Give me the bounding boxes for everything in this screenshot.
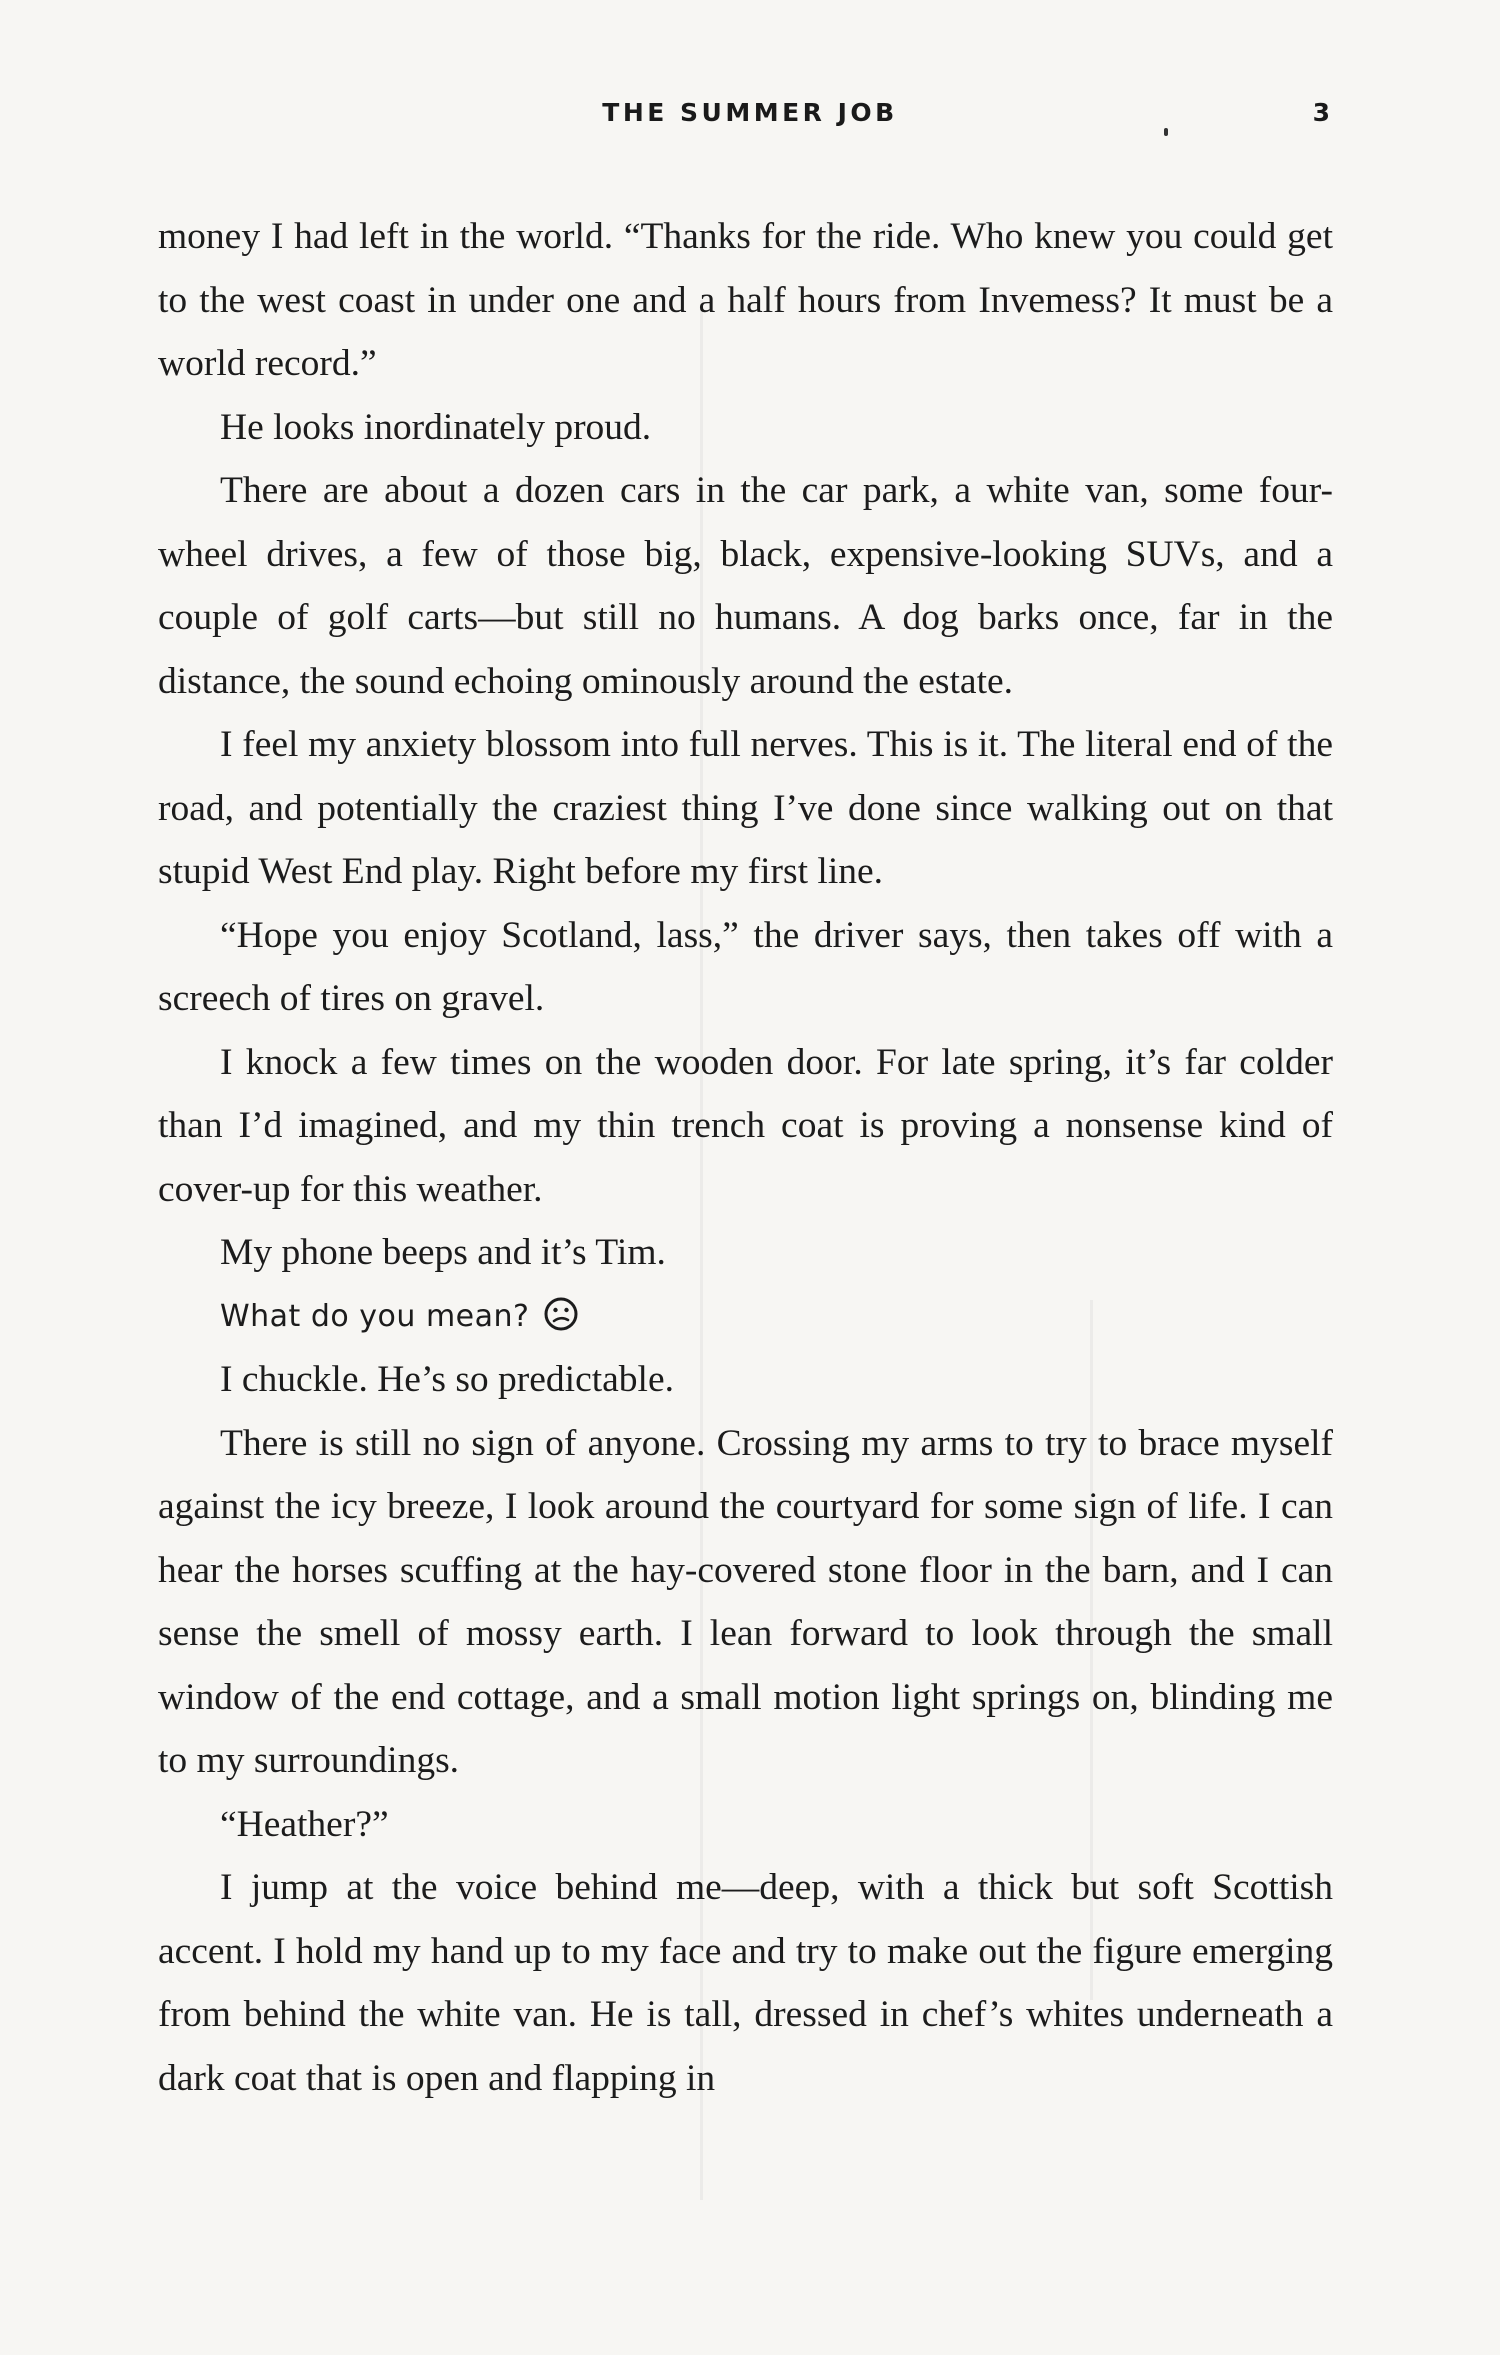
paragraph: He looks inordinately proud. [220, 406, 652, 448]
paragraph: money I had left in the world. “Thanks for the ride. Who knew you could get to the west coast in under one and a half hours from Invemess? It must be a world record.” [158, 216, 1333, 384]
text-message-content: What do you mean? [220, 1298, 530, 1334]
page-number: 3 [1312, 98, 1330, 127]
print-speck [1164, 128, 1168, 136]
paragraph: I feel my anxiety blossom into full nerves. This is it. The literal end of the road, and potentially the craziest thing I’ve done since walking out on that stupid West End play. Right before my first line. [158, 724, 1333, 892]
running-title: THE SUMMER JOB [602, 98, 898, 127]
paragraph: “Heather?” [220, 1803, 389, 1845]
running-head [0, 98, 1500, 138]
paragraph: I knock a few times on the wooden door. For late spring, it’s far colder than I’d imagined, and my thin trench coat is proving a nonsense kind of cover-up for this weather. [158, 1041, 1333, 1210]
paragraph: There are about a dozen cars in the car park, a white van, some four-wheel drives, a few of those big, black, expensive-looking SUVs, and a couple of golf carts—but still no humans. A dog barks once, far in the distance, the sound echoing ominously around the estate. [158, 470, 1333, 702]
text-message [158, 1285, 1333, 1349]
paragraph: There is still no sign of anyone. Crossing my arms to try to brace myself against the icy breeze, I look around the courtyard for some sign of life. I can hear the horses scuffing at the hay-covered stone floor in the barn, and I can sense the smell of mossy earth. I lean forward to look through the small window of the end cottage, and a small motion light springs on, blinding me to my surroundings. [158, 1422, 1333, 1781]
paragraph: “Hope you enjoy Scotland, lass,” the driver says, then takes off with a screech of tires on gravel. [158, 914, 1333, 1019]
confused-face-icon [543, 1296, 579, 1332]
paragraph: My phone beeps and it’s Tim. [220, 1232, 666, 1273]
body-text [158, 205, 1333, 2110]
paragraph: I chuckle. He’s so predictable. [220, 1359, 674, 1400]
paragraph: I jump at the voice behind me—deep, with a thick but soft Scottish accent. I hold my hand up to my face and try to make out the figure emerging from behind the white van. He is tall, dressed in chef’s whites underneath a dark coat that is open and flapping in [158, 1867, 1333, 2099]
